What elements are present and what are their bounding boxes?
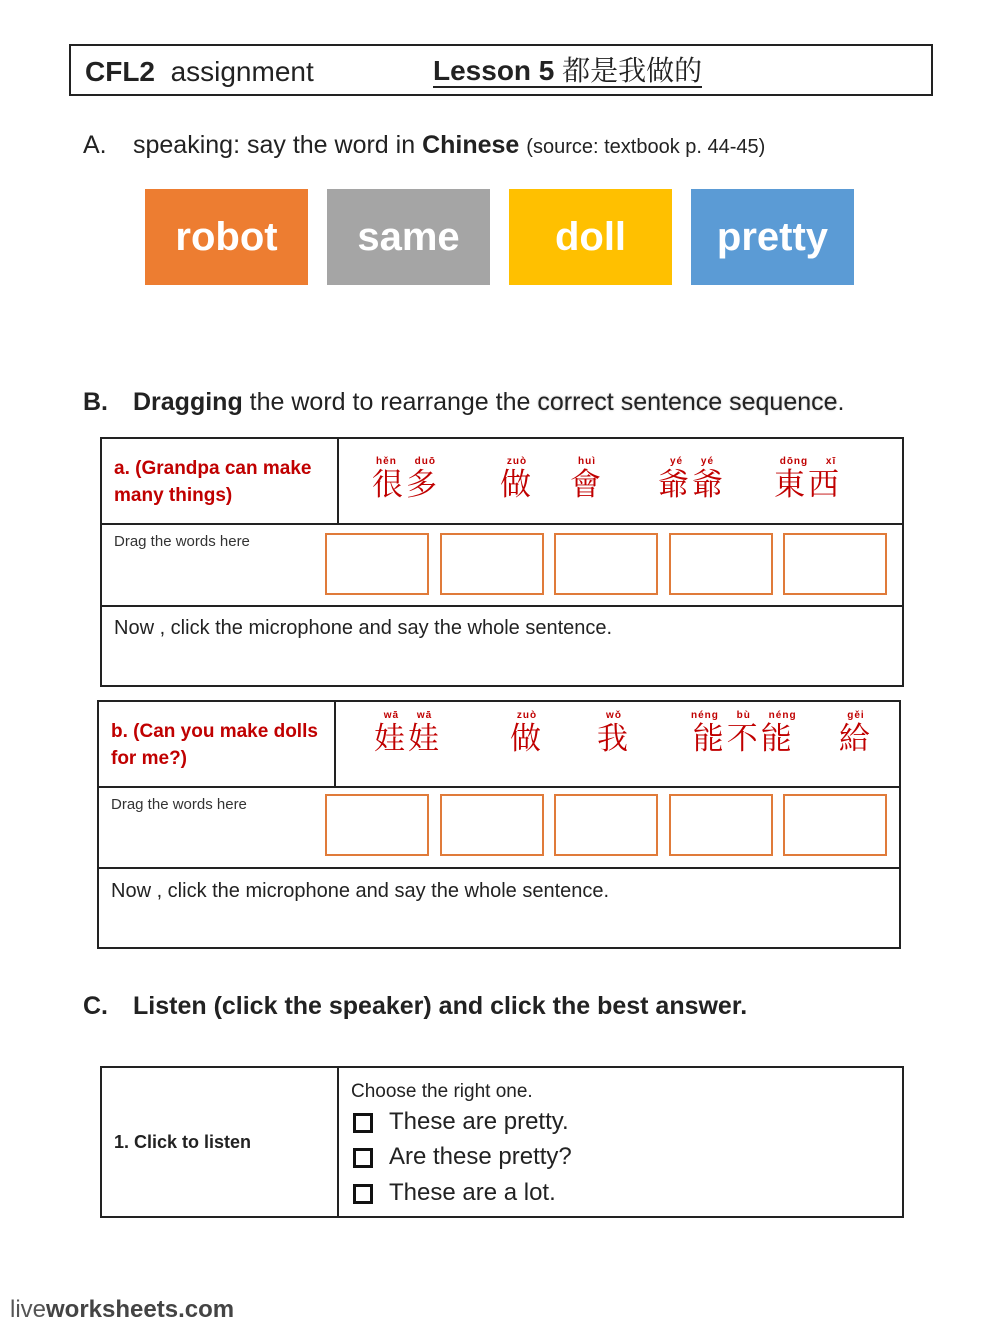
lesson-title: Lesson 5 都是我做的 <box>433 54 703 87</box>
drop-slot-a2[interactable] <box>440 533 544 595</box>
course-title: CFL2 assignment <box>85 56 314 87</box>
word-chip-neng-bu-neng[interactable]: néng bù néng 能不能 <box>691 710 797 757</box>
section-b-heading: B. Dragging the word to rearrange the correct sentence sequence. <box>83 388 845 416</box>
checkbox-icon[interactable] <box>353 1184 373 1204</box>
worksheet-header <box>69 44 933 96</box>
word-chip-hui[interactable]: huì 會 <box>570 456 604 503</box>
answer-option-1[interactable]: These are pretty. <box>353 1108 569 1136</box>
question-a-label: a. (Grandpa can make many things) <box>114 458 312 506</box>
word-tile-same[interactable]: same <box>327 189 490 285</box>
word-chip-dong-xi[interactable]: dōng xī 東西 <box>774 456 842 503</box>
answer-option-2[interactable]: Are these pretty? <box>353 1143 572 1171</box>
section-a-heading: A. speaking: say the word in Chinese (source: textbook p. 44-45) <box>83 131 766 159</box>
click-to-listen[interactable]: 1. Click to listen <box>114 1132 252 1152</box>
drop-slot-a3[interactable] <box>554 533 658 595</box>
section-c-heading: C. Listen (click the speaker) and click the best answer. <box>83 992 748 1020</box>
liveworksheets-logo[interactable]: liveworksheets.com <box>10 1296 235 1323</box>
question-b-table <box>97 700 901 949</box>
drop-slot-b1[interactable] <box>325 794 429 856</box>
checkbox-icon[interactable] <box>353 1148 373 1168</box>
question-a-table <box>100 437 904 687</box>
drop-slot-a5[interactable] <box>783 533 887 595</box>
word-chip-wo[interactable]: wǒ 我 <box>597 710 631 757</box>
listening-question-table <box>100 1066 904 1218</box>
drag-hint: Drag the words here <box>111 796 247 813</box>
choose-prompt: Choose the right one. <box>351 1081 533 1102</box>
word-tile-pretty[interactable]: pretty <box>691 189 854 285</box>
word-chip-hen-duo[interactable]: hěn duō 很多 <box>372 456 440 503</box>
word-chip-zuo[interactable]: zuò 做 <box>510 710 544 757</box>
word-tile-robot[interactable]: robot <box>145 189 308 285</box>
checkbox-icon[interactable] <box>353 1113 373 1133</box>
word-chip-zuo[interactable]: zuò 做 <box>500 456 534 503</box>
drop-slot-b2[interactable] <box>440 794 544 856</box>
question-b-label: b. (Can you make dolls for me?) <box>111 721 318 769</box>
answer-options <box>339 1068 904 1216</box>
speak-instruction: Now , click the microphone and say the whole sentence. <box>111 880 610 902</box>
word-tile-doll[interactable]: doll <box>509 189 672 285</box>
drop-slot-b4[interactable] <box>669 794 773 856</box>
drop-slot-b5[interactable] <box>783 794 887 856</box>
speak-instruction: Now , click the microphone and say the whole sentence. <box>114 617 613 639</box>
drop-slot-a4[interactable] <box>669 533 773 595</box>
drag-hint: Drag the words here <box>114 533 250 550</box>
word-chip-gei[interactable]: gěi 給 <box>839 710 873 757</box>
drop-slot-b3[interactable] <box>554 794 658 856</box>
answer-option-3[interactable]: These are a lot. <box>353 1179 556 1207</box>
word-chip-wa-wa[interactable]: wā wā 娃娃 <box>374 710 442 757</box>
drop-slot-a1[interactable] <box>325 533 429 595</box>
word-chip-ye-ye[interactable]: yé yé 爺爺 <box>658 456 726 503</box>
